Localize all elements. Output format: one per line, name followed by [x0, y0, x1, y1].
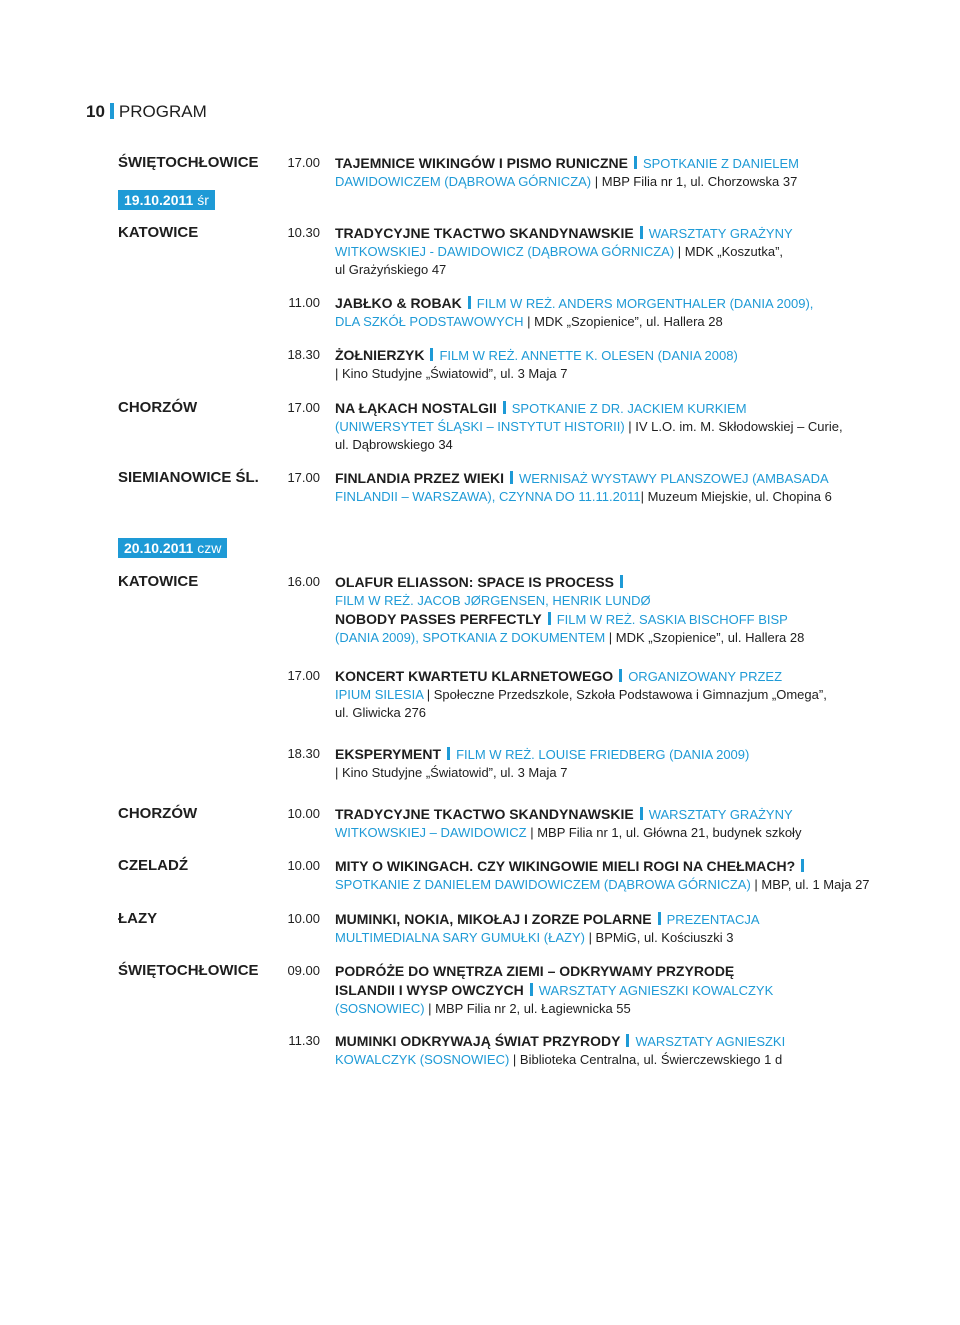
event-time: 18.30 [287, 347, 320, 362]
title-separator-bar [801, 859, 804, 872]
event-venue: | Społeczne Przedszkole, Szkoła Podstawowa i Gimnazjum „Omega”, [423, 687, 827, 702]
event-line [335, 1000, 845, 1018]
event-city: ŚWIĘTOCHŁOWICE [118, 962, 259, 979]
event-city: CHORZÓW [118, 805, 198, 822]
event-time: 17.00 [287, 155, 320, 170]
event-description [335, 154, 845, 191]
event-line [335, 910, 845, 929]
event-line [335, 399, 845, 418]
title-separator-bar [447, 747, 450, 760]
event-line [335, 824, 845, 842]
event-venue: ul. Dąbrowskiego 34 [335, 437, 453, 452]
date-badge-2 [118, 538, 227, 558]
event-time: 17.00 [287, 400, 320, 415]
event-line [335, 764, 845, 782]
event-type: FILM W REŻ. ANNETTE K. OLESEN (DANIA 2008) [439, 348, 738, 363]
event-venue: | Kino Studyjne „Światowid”, ul. 3 Maja 7 [335, 366, 568, 381]
event-type: SPOTKANIE Z DANIELEM DAWIDOWICZEM (DĄBROWA GÓRNICZA) [335, 877, 751, 892]
event-line [335, 573, 845, 592]
event-venue: | Biblioteka Centralna, ul. Świerczewskiego 1 d [509, 1052, 783, 1067]
event-description [335, 399, 845, 454]
event-type: (SOSNOWIEC) [335, 1001, 425, 1016]
page-header [86, 102, 207, 122]
event-title: MUMINKI, NOKIA, MIKOŁAJ I ZORZE POLARNE [335, 911, 652, 927]
event-city: KATOWICE [118, 573, 199, 590]
event-type: KOWALCZYK (SOSNOWIEC) [335, 1052, 510, 1067]
event-description [335, 224, 845, 279]
event-title: TRADYCYJNE TKACTWO SKANDYNAWSKIE [335, 225, 634, 241]
event-venue: | MBP Filia nr 2, ul. Łagiewnicka 55 [424, 1001, 631, 1016]
event-venue: | MBP Filia nr 1, ul. Chorzowska 37 [591, 174, 798, 189]
event-venue: ul Grażyńskiego 47 [335, 262, 447, 277]
event-type: WARSZTATY AGNIESZKI [635, 1034, 786, 1049]
event-city: ŚWIĘTOCHŁOWICE [118, 154, 259, 171]
event-city: CZELADŹ [118, 857, 188, 874]
event-description [335, 1032, 845, 1069]
event-venue: | MDK „Szopienice”, ul. Hallera 28 [605, 630, 805, 645]
event-type: IPIUM SILESIA [335, 687, 424, 702]
event-line [335, 962, 845, 981]
event-type: FILM W REŻ. SASKIA BISCHOFF BISP [556, 612, 788, 627]
event-line [335, 1051, 845, 1069]
event-time: 11.30 [288, 1033, 320, 1048]
event-line [335, 686, 845, 704]
event-description [335, 857, 870, 894]
event-title: MITY O WIKINGACH. CZY WIKINGOWIE MIELI ROGI NA CHEŁMACH? [335, 858, 796, 874]
title-separator-bar [640, 807, 643, 820]
event-type: WITKOWSKIEJ – DAWIDOWICZ [335, 825, 527, 840]
event-type: SPOTKANIE Z DR. JACKIEM KURKIEM [511, 401, 747, 416]
event-description [335, 667, 845, 722]
title-separator-bar [626, 1034, 629, 1047]
title-separator-bar [530, 983, 533, 996]
event-type: PREZENTACJA [666, 912, 760, 927]
event-description [335, 962, 845, 1018]
event-city: SIEMIANOWICE ŚL. [118, 469, 259, 486]
event-time: 10.30 [287, 225, 320, 240]
title-separator-bar [430, 348, 433, 361]
event-type: WARSZTATY GRAŻYNY [648, 226, 793, 241]
event-type: DAWIDOWICZEM (DĄBROWA GÓRNICZA) [335, 174, 592, 189]
event-description [335, 346, 845, 383]
date-badge-1 [118, 190, 215, 210]
event-type: FILM W REŻ. LOUISE FRIEDBERG (DANIA 2009) [456, 747, 750, 762]
event-type: WARSZTATY AGNIESZKI KOWALCZYK [538, 983, 774, 998]
event-line [335, 469, 845, 488]
title-separator-bar [620, 575, 623, 588]
event-line [335, 224, 845, 243]
event-description [335, 294, 845, 331]
title-separator-bar [619, 669, 622, 682]
event-city: KATOWICE [118, 224, 199, 241]
event-venue: | IV L.O. im. M. Skłodowskiej – Curie, [624, 419, 843, 434]
event-line [335, 294, 845, 313]
event-type: FILM W REŻ. JACOB JØRGENSEN, HENRIK LUNDØ [335, 593, 651, 608]
event-line [335, 243, 845, 261]
event-venue: | MBP Filia nr 1, ul. Główna 21, budynek szkoły [526, 825, 802, 840]
title-separator-bar [503, 401, 506, 414]
event-line [335, 173, 845, 191]
title-separator-bar [658, 912, 661, 925]
event-time: 18.30 [287, 746, 320, 761]
date-badge-weekday: śr [197, 192, 209, 208]
event-description [335, 910, 845, 947]
event-city: CHORZÓW [118, 399, 198, 416]
event-venue: ul. Gliwicka 276 [335, 705, 427, 720]
event-line [335, 488, 845, 506]
event-title: NOBODY PASSES PERFECTLY [335, 611, 542, 627]
event-line [335, 629, 845, 647]
event-title: FINLANDIA PRZEZ WIEKI [335, 470, 505, 486]
event-line [335, 418, 845, 436]
event-type: (UNIWERSYTET ŚLĄSKI – INSTYTUT HISTORII) [335, 419, 625, 434]
header-separator [110, 103, 114, 119]
event-title: TAJEMNICE WIKINGÓW I PISMO RUNICZNE [335, 155, 628, 171]
title-separator-bar [634, 156, 637, 169]
date-badge-date: 20.10.2011 [124, 540, 194, 556]
event-title: OLAFUR ELIASSON: SPACE IS PROCESS [335, 574, 614, 590]
event-type: WERNISAŻ WYSTAWY PLANSZOWEJ (AMBASADA [519, 471, 829, 486]
event-line [335, 704, 845, 722]
event-line [335, 610, 845, 629]
event-type: WITKOWSKIEJ - DAWIDOWICZ (DĄBROWA GÓRNICZA) [335, 244, 675, 259]
event-line [335, 592, 845, 610]
event-title: MUMINKI ODKRYWAJĄ ŚWIAT PRZYRODY [335, 1033, 621, 1049]
event-line [335, 929, 845, 947]
page-number: 10 [86, 102, 105, 121]
event-venue: | MDK „Szopienice”, ul. Hallera 28 [523, 314, 723, 329]
event-venue: | MDK „Koszutka”, [674, 244, 784, 259]
event-line [335, 981, 845, 1000]
event-type: WARSZTATY GRAŻYNY [648, 807, 793, 822]
event-type: DLA SZKÓŁ PODSTAWOWYCH [335, 314, 524, 329]
event-title: EKSPERYMENT [335, 746, 442, 762]
event-description [335, 573, 845, 647]
event-venue: | MBP, ul. 1 Maja 27 [750, 877, 870, 892]
event-venue: | Muzeum Miejskie, ul. Chopina 6 [640, 489, 832, 504]
event-title: PODRÓŻE DO WNĘTRZA ZIEMI – ODKRYWAMY PRZYRODĘ [335, 963, 735, 979]
date-badge-weekday: czw [197, 540, 222, 556]
event-line [335, 313, 845, 331]
event-title: ISLANDII I WYSP OWCZYCH [335, 982, 524, 998]
event-line [335, 365, 845, 383]
event-time: 10.00 [287, 858, 320, 873]
event-type: SPOTKANIE Z DANIELEM [642, 156, 800, 171]
event-description [335, 805, 845, 842]
event-line [335, 261, 845, 279]
event-type: ORGANIZOWANY PRZEZ [628, 669, 783, 684]
event-time: 17.00 [287, 668, 320, 683]
event-line [335, 667, 845, 686]
event-line [335, 346, 845, 365]
event-type: (DANIA 2009), SPOTKANIA Z DOKUMENTEM [335, 630, 606, 645]
title-separator-bar [510, 471, 513, 484]
event-line [335, 154, 845, 173]
event-line [335, 745, 845, 764]
title-separator-bar [468, 296, 471, 309]
event-venue: | BPMiG, ul. Kościuszki 3 [584, 930, 734, 945]
event-title: TRADYCYJNE TKACTWO SKANDYNAWSKIE [335, 806, 634, 822]
date-badge-date: 19.10.2011 [124, 192, 194, 208]
event-description [335, 469, 845, 506]
event-type: MULTIMEDIALNA SARY GUMUŁKI (ŁAZY) [335, 930, 585, 945]
event-venue: | Kino Studyjne „Światowid”, ul. 3 Maja 7 [335, 765, 568, 780]
event-line [335, 857, 845, 876]
event-type: FILM W REŻ. ANDERS MORGENTHALER (DANIA 2009), [476, 296, 814, 311]
event-title: NA ŁĄKACH NOSTALGII [335, 400, 497, 416]
event-title: ŻOŁNIERZYK [335, 347, 425, 363]
event-line [335, 1032, 845, 1051]
event-time: 09.00 [287, 963, 320, 978]
title-separator-bar [548, 612, 551, 625]
event-line [335, 876, 870, 894]
event-title: KONCERT KWARTETU KLARNETOWEGO [335, 668, 614, 684]
event-line [335, 805, 845, 824]
event-line [335, 436, 845, 454]
event-type: FINLANDII – WARSZAWA), CZYNNA DO 11.11.2011 [335, 489, 641, 504]
event-time: 10.00 [287, 806, 320, 821]
event-title: JABŁKO & ROBAK [335, 295, 462, 311]
event-city: ŁAZY [118, 910, 158, 927]
event-time: 17.00 [287, 470, 320, 485]
event-time: 16.00 [287, 574, 320, 589]
event-description [335, 745, 845, 782]
event-time: 11.00 [288, 295, 320, 310]
event-time: 10.00 [287, 911, 320, 926]
section-title: PROGRAM [118, 102, 207, 121]
title-separator-bar [640, 226, 643, 239]
